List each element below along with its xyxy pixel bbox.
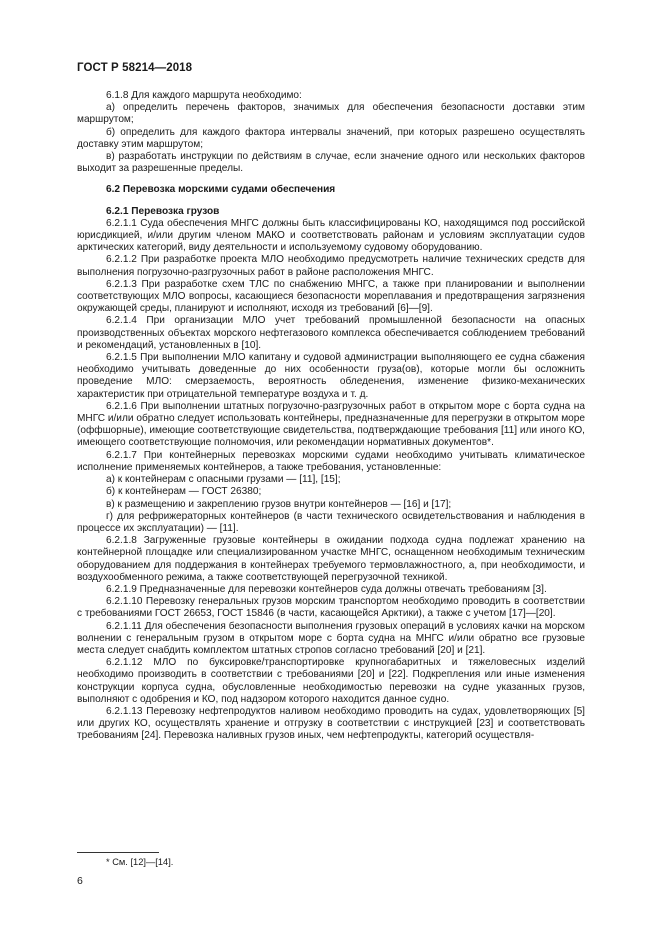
paragraph: 6.1.8 Для каждого маршрута необходимо: (106, 90, 302, 101)
paragraph: 6.2.1.9 Предназначенные для перевозки контейнеров суда должны отвечать требованиям [3]. (106, 583, 547, 595)
footnote: * См. [12]—[14]. (106, 857, 174, 867)
paragraph: 6.2.1.13 Перевозку нефтепродуктов наливом необходимо проводить на судах, удовлетворяющих [5] или других КО, осуществлять хранение и отгрузку в соответствии с инструкцией [23] и соответствовать требованиям [24]. Перевозка наливных грузов иных, чем нефтепродукты, категорий осуществля- (77, 705, 585, 742)
paragraph: 6.2.1.1 Суда обеспечения МНГС должны быть классифицированы КО, находящимся под российской юрисдикцией, и/или другим членом МАКО и соответствовать районам и условиям эксплуатации судов арктических категорий, виду деятельности и используемому судовому оборудованию. (77, 217, 585, 254)
document-body (77, 90, 585, 743)
paragraph: 6.2.1.12 МЛО по буксировке/транспортировке крупногабаритных и тяжеловесных изделий необходимо производить в соответствии с требованиями [20] и [22]. Подкрепления или иные изменения конструкции корпуса судна, обусловленные необходимостью перевозки на судне указанных грузов, выполняют с одобрения и КО, под надзором которого находится данное судно. (77, 657, 585, 705)
paragraph: 6.2.1.11 Для обеспечения безопасности выполнения грузовых операций в условиях качки на морском волнении с генеральным грузом в открытом море с борта судна на МНГС и/или обратно все грузовые места следует снабдить комплектом штатных стропов согласно требований [20] и [21]. (77, 620, 585, 656)
paragraph: в) разработать инструкции по действиям в случае, если значение одного или нескольких факторов выходит за разрешенные пределы. (77, 151, 585, 175)
list-item: а) к контейнерам с опасными грузами — [11], [15]; (106, 474, 341, 486)
footnote-divider (77, 852, 159, 853)
list-item: в) к размещению и закреплению грузов внутри контейнеров — [16] и [17]; (106, 498, 452, 510)
page-number: 6 (77, 875, 83, 887)
paragraph: 6.2.1.6 При выполнении штатных погрузочно-разгрузочных работ в открытом море с борта судна на МНГС и/или обратно следует использовать контейнеры, предназначенные для перегрузки в открытом море (оффшорные), имеющие соответствующие свидетельства, подтверждающие требования [11] или иного КО, имеющего соответствующие полномочия, или рекомендации нормативных документов*. (77, 400, 585, 449)
paragraph: 6.2.1.3 При разработке схем ТЛС по снабжению МНГС, а также при планировании и выполнении соответствующих МЛО вопросы, касающиеся безопасности мореплавания и предотвращения загрязнения окружающей среды, планируют и исполняют, исходя из требований [6]—[9]. (77, 278, 585, 315)
paragraph: 6.2.1.8 Загруженные грузовые контейнеры в ожидании подхода судна подлежат хранению на контейнерной площадке или специализированном участке МНГС, оснащенном необходимым техническим оборудованием для поддержания в контейнерах требуемого термовлажностного, а, при необходимости, и воздухообменного режима, а также соответствующей перегрузочной техникой. (77, 535, 585, 583)
paragraph: а) определить перечень факторов, значимых для обеспечения безопасности доставки этим маршрутом; (77, 102, 585, 126)
section-heading: 6.2 Перевозка морскими судами обеспечения (106, 184, 336, 196)
document-code-header: ГОСТ Р 58214—2018 (77, 62, 193, 74)
paragraph: 6.2.1.7 При контейнерных перевозках морскими судами необходимо учитывать климатическое исполнение применяемых контейнеров, а также требования, установленные: (77, 449, 585, 473)
subsection-heading: 6.2.1 Перевозка грузов (106, 205, 220, 217)
paragraph: 6.2.1.5 При выполнении МЛО капитану и судовой администрации выполняющего ее судна сбажения необходимо учитывать доведенные до них особенности груза(ов), которые могли бы осложнить проведение МЛО: смерзаемость, вероятность обледенения, изменение физико-механических характеристик при отрицательной температуре воздуха и т. д. (77, 352, 585, 400)
list-item: б) к контейнерам — ГОСТ 26380; (106, 486, 262, 498)
paragraph: б) определить для каждого фактора интервалы значений, при которых разрешено осуществлять доставку этим маршрутом; (77, 126, 585, 150)
list-item: г) для рефрижераторных контейнеров (в части технического освидетельствования и наблюдения в процессе их эксплуатации) — [11]. (77, 510, 585, 534)
paragraph: 6.2.1.4 При организации МЛО учет требований промышленной безопасности на опасных производственных объектах морского нефтегазового комплекса обеспечивается соблюдением требований и рекомендаций, установленных в [10]. (77, 315, 585, 351)
paragraph: 6.2.1.2 При разработке проекта МЛО необходимо предусмотреть наличие технических средств для выполнения погрузочно-разгрузочных работ в районе расположения МНГС. (77, 254, 585, 278)
paragraph: 6.2.1.10 Перевозку генеральных грузов морским транспортом необходимо проводить в соответствии с требованиями ГОСТ 26653, ГОСТ 15846 (в части, касающейся Арктики), а также с учетом [17]—[20]. (77, 596, 585, 620)
